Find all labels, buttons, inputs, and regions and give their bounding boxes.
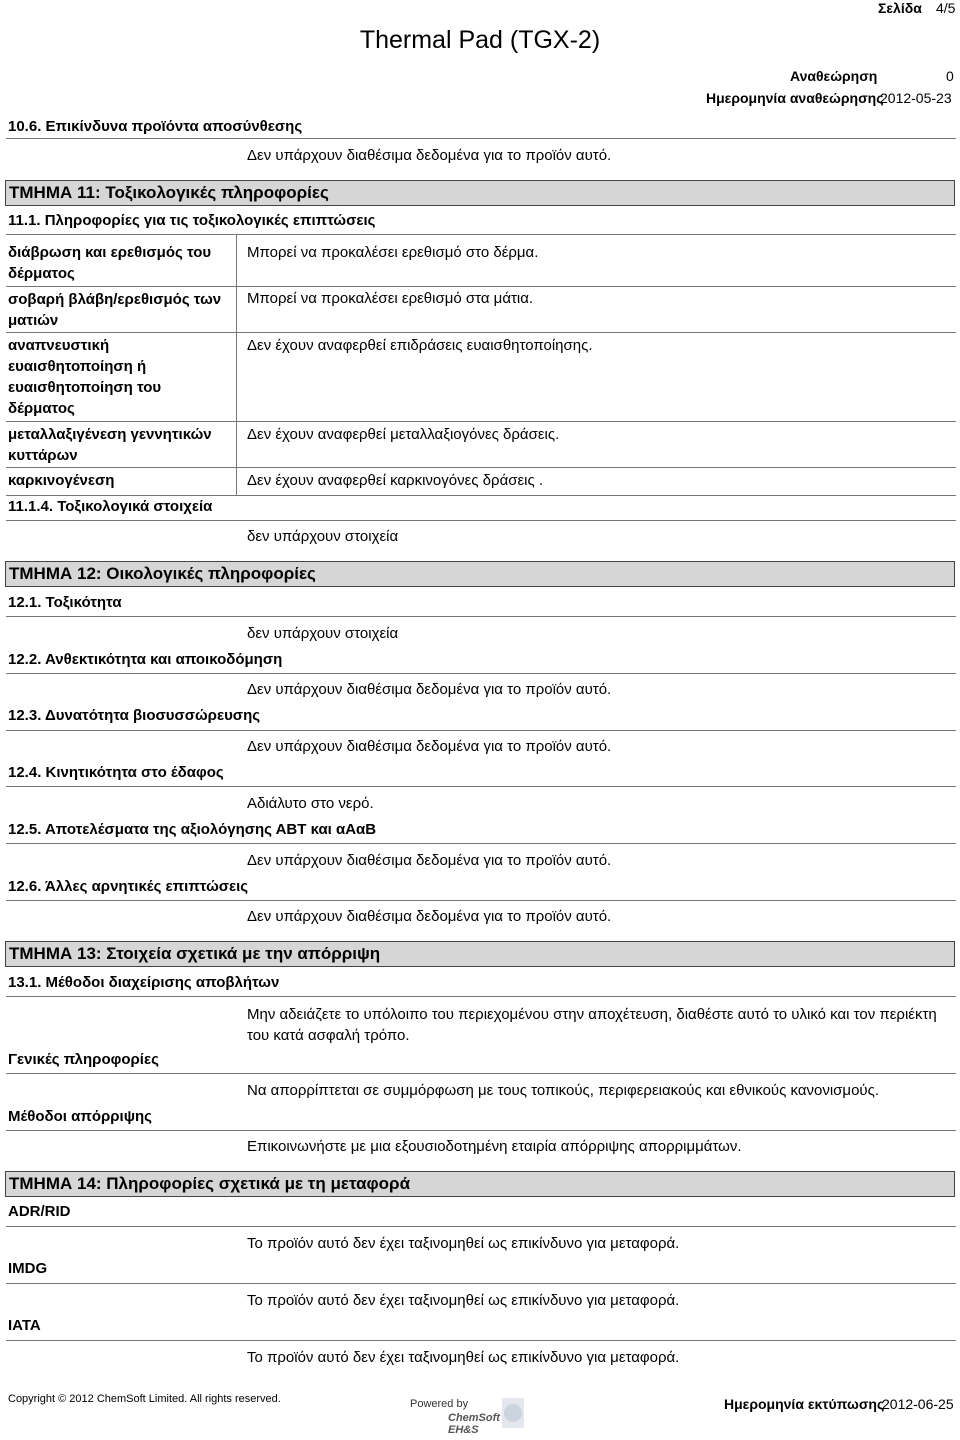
subsection-12-4-value: Αδιάλυτο στο νερό. (247, 795, 374, 812)
divider (6, 138, 956, 139)
subsection-11-1-4-value: δεν υπάρχουν στοιχεία (247, 528, 399, 545)
section-14-header (5, 1171, 955, 1197)
copyright: Copyright © 2012 ChemSoft Limited. All rights reserved. (8, 1393, 281, 1405)
tox-row-value: Δεν έχουν αναφερθεί επιδράσεις ευαισθητοποίησης. (247, 337, 593, 354)
section-11-title: ΤΜΗΜΑ 11: Τοξικολογικές πληροφορίες (9, 183, 329, 202)
subsection-12-1-value: δεν υπάρχουν στοιχεία (247, 625, 399, 642)
subsection-13-1: 13.1. Μέθοδοι διαχείρισης αποβλήτων (8, 974, 280, 991)
divider (6, 1073, 956, 1074)
divider (6, 1283, 956, 1284)
imdg-label: IMDG (8, 1260, 48, 1277)
section-12-header (5, 561, 955, 587)
tox-row-label: σοβαρή βλάβη/ερεθισμός των ματιών (8, 291, 222, 329)
tox-row-value: Δεν έχουν αναφερθεί μεταλλαξιογόνες δράσεις. (247, 426, 560, 443)
subsection-12-6: 12.6. Άλλες αρνητικές επιπτώσεις (8, 878, 249, 895)
divider (6, 786, 956, 787)
tox-row-value: Μπορεί να προκαλέσει ερεθισμό στα μάτια. (247, 290, 534, 307)
divider (6, 495, 956, 496)
subsection-12-1: 12.1. Τοξικότητα (8, 594, 122, 611)
section-13-header (5, 941, 955, 967)
document-title: Thermal Pad (TGX-2) (359, 26, 601, 54)
subsection-10-6: 10.6. Επικίνδυνα προϊόντα αποσύνθεσης (8, 118, 303, 135)
divider (6, 1340, 956, 1341)
divider (6, 996, 956, 997)
subsection-12-2-value: Δεν υπάρχουν διαθέσιμα δεδομένα για το προϊόν αυτό. (247, 681, 612, 698)
divider (6, 286, 956, 287)
subsection-10-6-value: Δεν υπάρχουν διαθέσιμα δεδομένα για το προϊόν αυτό. (247, 147, 612, 164)
section-12-title: ΤΜΗΜΑ 12: Οικολογικές πληροφορίες (9, 564, 316, 583)
subsection-11-1-4: 11.1.4. Τοξικολογικά στοιχεία (8, 498, 213, 515)
divider (6, 1130, 956, 1131)
chemsoft-logo (410, 1396, 530, 1436)
divider (6, 616, 956, 617)
subsection-12-4: 12.4. Κινητικότητα στο έδαφος (8, 764, 224, 781)
page-number: 4/5 (936, 0, 956, 16)
revision-date-label: Ημερομηνία αναθεώρησης (706, 90, 884, 106)
logo-text: ChemSoft EH&S (448, 1412, 500, 1436)
divider (6, 1226, 956, 1227)
print-date-label: Ημερομηνία εκτύπωσης (724, 1396, 885, 1412)
subsection-12-3: 12.3. Δυνατότητα βιοσυσσώρευσης (8, 707, 261, 724)
divider (6, 234, 956, 235)
tox-row-value: Μπορεί να προκαλέσει ερεθισμό στο δέρμα. (247, 244, 539, 261)
revision-date-value: 2012-05-23 (880, 90, 952, 106)
subsection-11-1: 11.1. Πληροφορίες για τις τοξικολογικές επιπτώσεις (8, 212, 376, 229)
section-14-title: ΤΜΗΜΑ 14: Πληροφορίες σχετικά με τη μεταφορά (9, 1174, 411, 1193)
iata-label: IATA (8, 1317, 41, 1334)
divider (6, 520, 956, 521)
powered-by-label: Powered by (410, 1398, 469, 1410)
subsection-12-5-value: Δεν υπάρχουν διαθέσιμα δεδομένα για το προϊόν αυτό. (247, 852, 612, 869)
print-date-value: 2012-06-25 (882, 1396, 954, 1412)
subsection-12-6-value: Δεν υπάρχουν διαθέσιμα δεδομένα για το προϊόν αυτό. (247, 908, 612, 925)
tox-row-label: αναπνευστική ευαισθητοποίηση ή ευαισθητοποίηση του δέρματος (8, 337, 162, 417)
divider (6, 730, 956, 731)
section-13-title: ΤΜΗΜΑ 13: Στοιχεία σχετικά με την απόρριψη (9, 944, 381, 963)
disposal-methods-label: Μέθοδοι απόρριψης (8, 1108, 152, 1125)
revision-value: 0 (946, 68, 954, 84)
subsection-13-1-value: Μην αδειάζετε το υπόλοιπο του περιεχομένου στην αποχέτευση, διαθέστε αυτό το υλικό και τον περιέκτη του κατά ασφαλή τρόπο. (247, 1006, 937, 1044)
subsection-12-3-value: Δεν υπάρχουν διαθέσιμα δεδομένα για το προϊόν αυτό. (247, 738, 612, 755)
tox-row-label: διάβρωση και ερεθισμός του δέρματος (8, 244, 212, 282)
general-info-value: Να απορρίπτεται σε συμμόρφωση με τους τοπικούς, περιφερειακούς και εθνικούς κανονισμούς. (247, 1082, 880, 1099)
divider (6, 843, 956, 844)
divider (6, 467, 956, 468)
iata-value: Το προϊόν αυτό δεν έχει ταξινομηθεί ως επικίνδυνο για μεταφορά. (247, 1349, 680, 1366)
tox-row-label: μεταλλαξιγένεση γεννητικών κυττάρων (8, 426, 212, 464)
tox-row-value: Δεν έχουν αναφερθεί καρκινογόνες δράσεις . (247, 472, 544, 489)
table-column-divider (236, 234, 237, 496)
general-info-label: Γενικές πληροφορίες (8, 1051, 159, 1068)
revision-label: Αναθεώρηση (790, 68, 878, 84)
divider (6, 332, 956, 333)
section-11-header (5, 180, 955, 206)
adr-rid-label: ADR/RID (8, 1203, 71, 1220)
subsection-12-2: 12.2. Ανθεκτικότητα και αποικοδόμηση (8, 651, 283, 668)
page-label: Σελίδα (878, 0, 922, 16)
tox-row-label: καρκινογένεση (8, 472, 115, 489)
imdg-value: Το προϊόν αυτό δεν έχει ταξινομηθεί ως επικίνδυνο για μεταφορά. (247, 1292, 680, 1309)
divider (6, 673, 956, 674)
divider (6, 421, 956, 422)
subsection-12-5: 12.5. Αποτελέσματα της αξιολόγησης ΑΒΤ και αΑαΒ (8, 821, 377, 838)
divider (6, 900, 956, 901)
disposal-methods-value: Επικοινωνήστε με μια εξουσιοδοτημένη εταιρία απόρριψης απορριμμάτων. (247, 1138, 742, 1155)
adr-rid-value: Το προϊόν αυτό δεν έχει ταξινομηθεί ως επικίνδυνο για μεταφορά. (247, 1235, 680, 1252)
